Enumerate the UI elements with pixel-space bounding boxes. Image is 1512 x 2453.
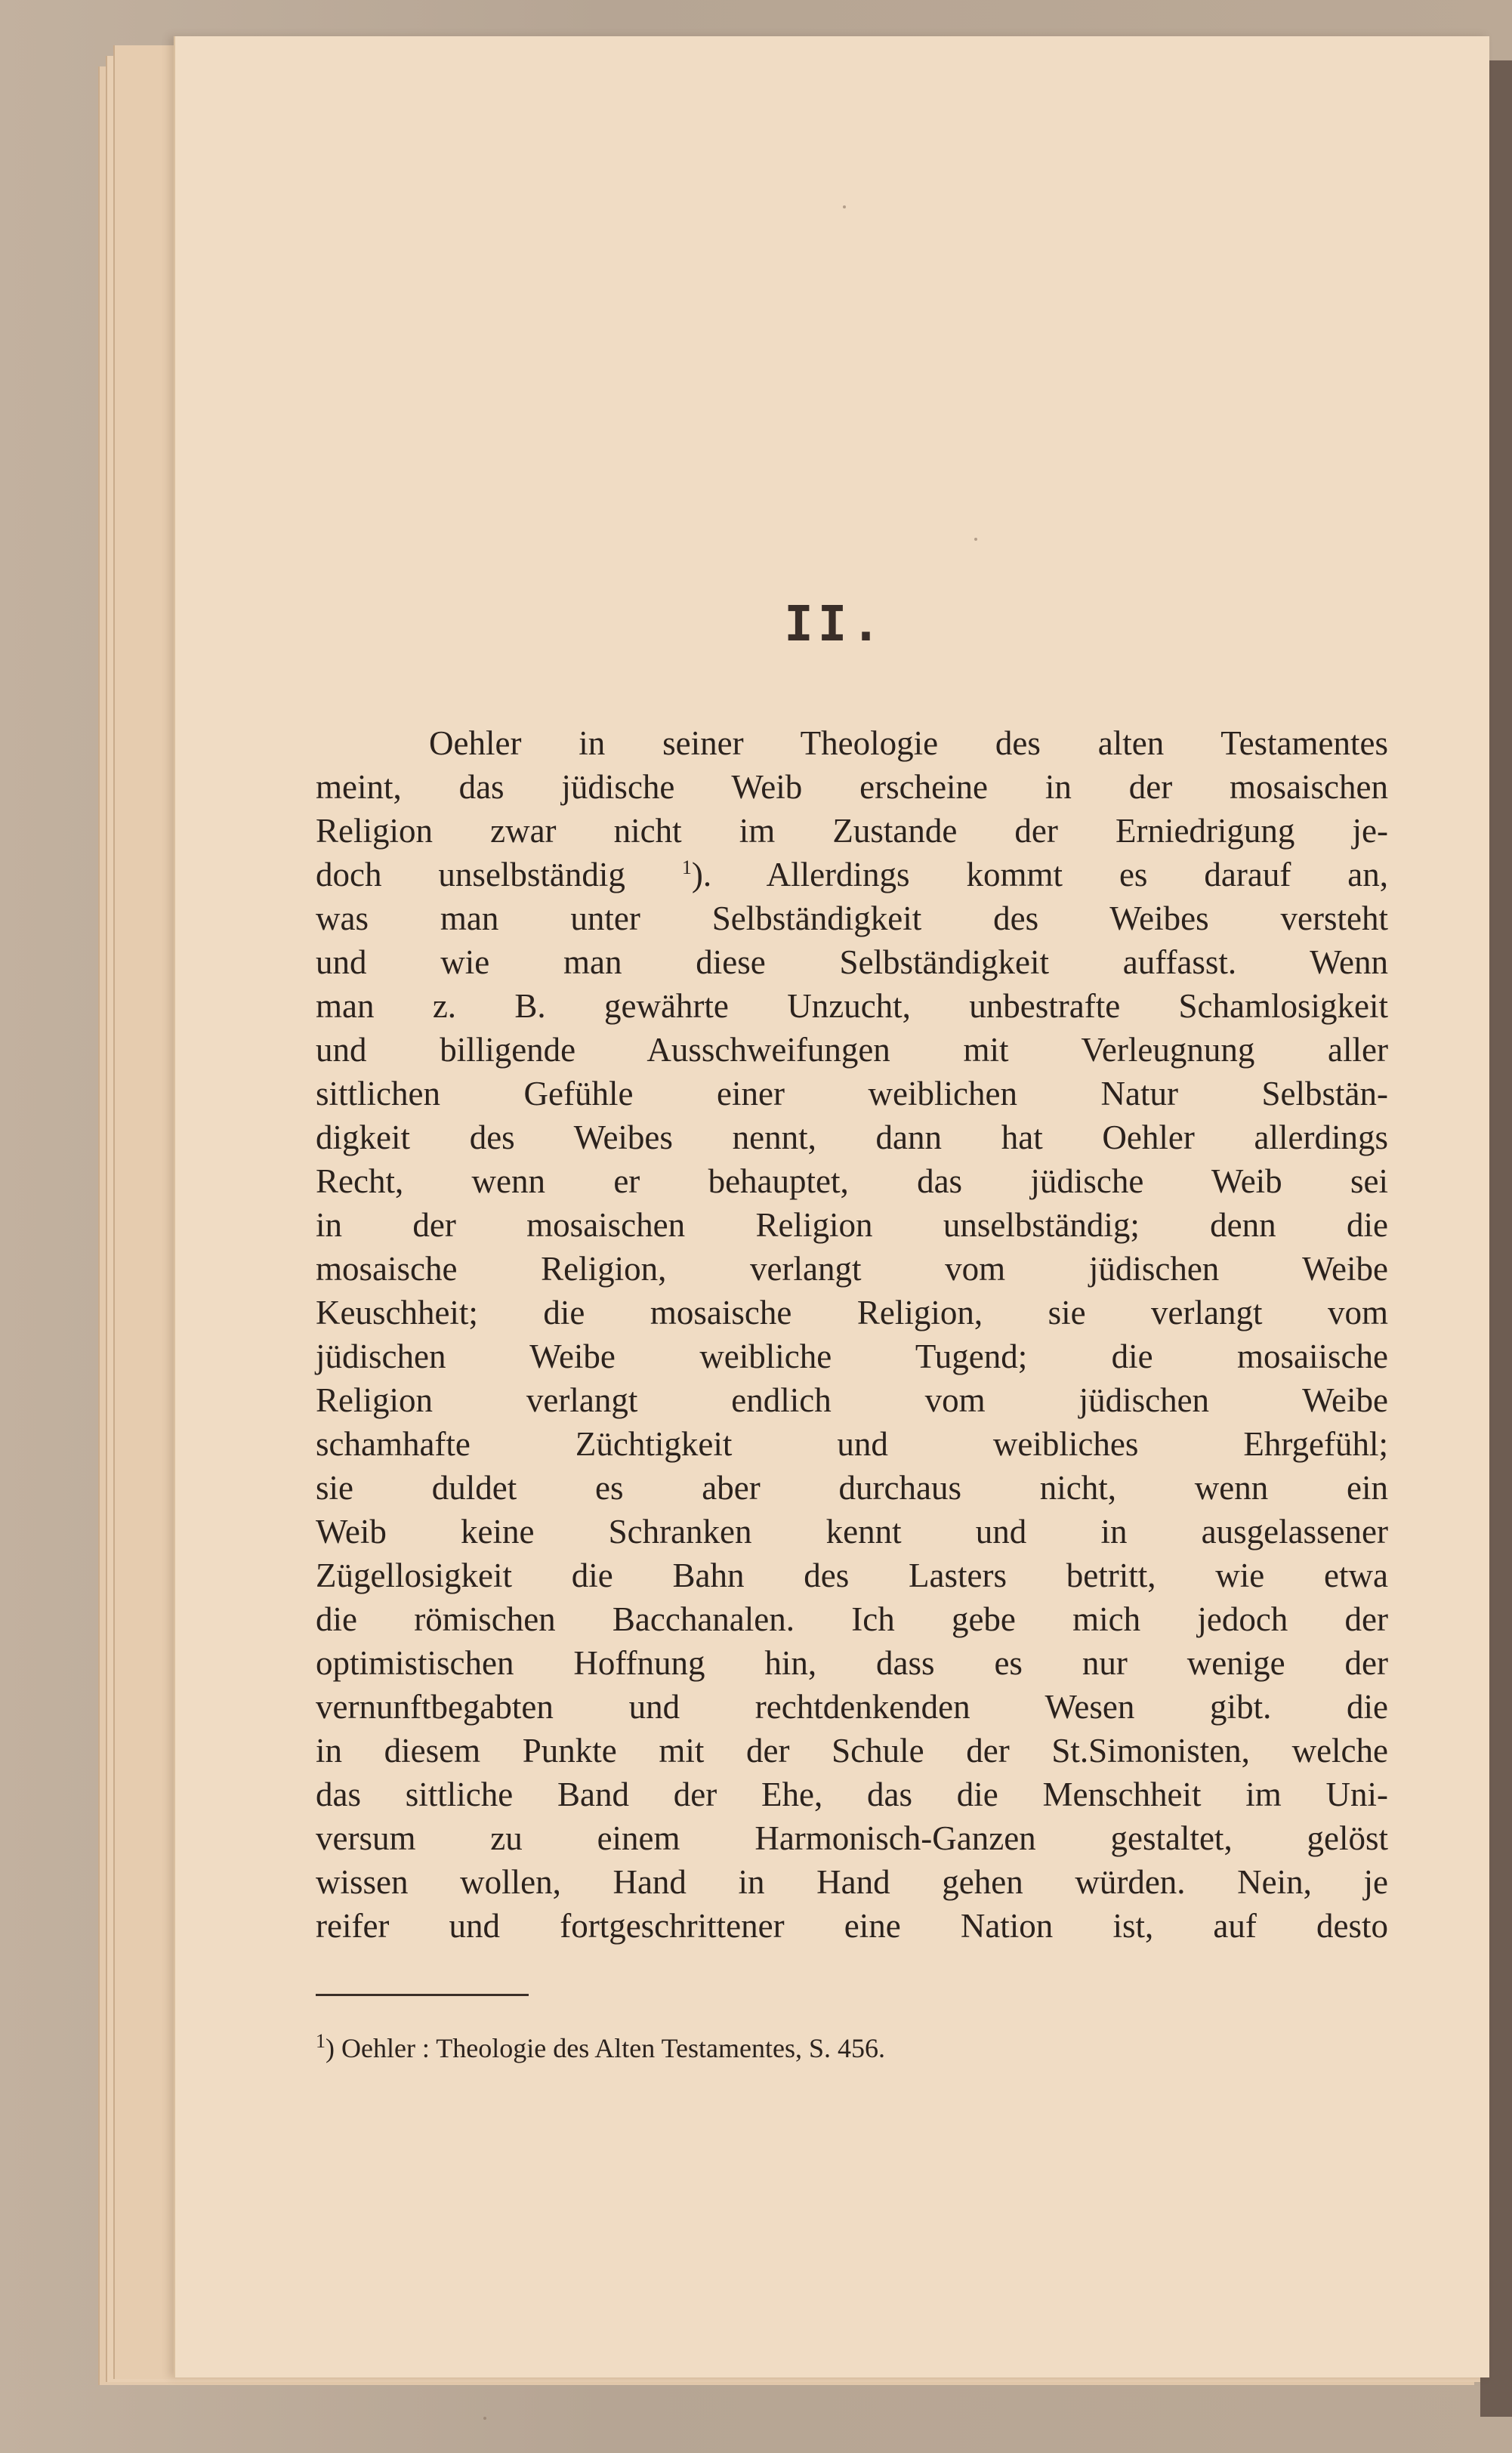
paper-speck bbox=[843, 205, 846, 208]
text-line: Religion zwar nicht im Zustande der Erniedrigung je- bbox=[316, 812, 1388, 850]
text-line: reifer und fortgeschrittener eine Nation ist, auf desto bbox=[316, 1907, 1388, 1945]
text-line: sie duldet es aber durchaus nicht, wenn ein bbox=[316, 1469, 1388, 1507]
text-line: das sittliche Band der Ehe, das die Menschheit im Uni- bbox=[316, 1776, 1388, 1813]
chapter-heading: II. bbox=[784, 597, 885, 653]
text-line: sittlichen Gefühle einer weiblichen Natur Selbstän- bbox=[316, 1075, 1388, 1112]
text-line: und wie man diese Selbständigkeit auffasst. Wenn bbox=[316, 943, 1388, 981]
footnote bbox=[316, 2030, 1335, 2064]
text-line: vernunftbegabten und rechtdenkenden Wesen gibt. die bbox=[316, 1688, 1388, 1726]
body-text bbox=[316, 721, 1388, 1948]
text-line: mosaische Religion, verlangt vom jüdischen Weibe bbox=[316, 1250, 1388, 1288]
footnote-text: ) Oehler : Theologie des Alten Testamentes, S. 456. bbox=[326, 2033, 886, 2063]
text-line: jüdischen Weibe weibliche Tugend; die mosaiische bbox=[316, 1338, 1388, 1375]
text-line: wissen wollen, Hand in Hand gehen würden. Nein, je bbox=[316, 1863, 1388, 1901]
text-line: Weib keine Schranken kennt und in ausgelassener bbox=[316, 1513, 1388, 1550]
text-segment: ). Allerdings kommt es darauf an, bbox=[691, 856, 1388, 893]
paper-speck bbox=[974, 538, 977, 541]
text-line: Zügellosigkeit die Bahn des Lasters betritt, wie etwa bbox=[316, 1557, 1388, 1594]
text-line: man z. B. gewährte Unzucht, unbestrafte Schamlosigkeit bbox=[316, 987, 1388, 1025]
text-line: die römischen Bacchanalen. Ich gebe mich jedoch der bbox=[316, 1600, 1388, 1638]
footnote-reference: 1 bbox=[681, 856, 692, 878]
text-segment: doch unselbständig bbox=[316, 856, 682, 893]
text-line: digkeit des Weibes nennt, dann hat Oehler allerdings bbox=[316, 1119, 1388, 1156]
text-line: Recht, wenn er behauptet, das jüdische Weib sei bbox=[316, 1162, 1388, 1200]
paper-speck bbox=[483, 2417, 486, 2420]
text-line: in der mosaischen Religion unselbständig; denn die bbox=[316, 1206, 1388, 1244]
text-line: und billigende Ausschweifungen mit Verleugnung aller bbox=[316, 1031, 1388, 1069]
text-line: meint, das jüdische Weib erscheine in der mosaischen bbox=[316, 768, 1388, 806]
footnote-marker: 1 bbox=[316, 2030, 326, 2052]
text-line: optimistischen Hoffnung hin, dass es nur wenige der bbox=[316, 1644, 1388, 1682]
text-line: versum zu einem Harmonisch-Ganzen gestaltet, gelöst bbox=[316, 1819, 1388, 1857]
text-line: Oehler in seiner Theologie des alten Testamentes bbox=[429, 724, 1388, 762]
text-line: was man unter Selbständigkeit des Weibes versteht bbox=[316, 899, 1388, 937]
text-line: in diesem Punkte mit der Schule der St.Simonisten, welche bbox=[316, 1732, 1388, 1770]
text-line: Religion verlangt endlich vom jüdischen Weibe bbox=[316, 1381, 1388, 1419]
text-line bbox=[316, 853, 1388, 896]
footnote-divider bbox=[316, 1994, 529, 1996]
text-line: Keuschheit; die mosaische Religion, sie verlangt vom bbox=[316, 1294, 1388, 1331]
text-line: schamhafte Züchtigkeit und weibliches Ehrgefühl; bbox=[316, 1425, 1388, 1463]
